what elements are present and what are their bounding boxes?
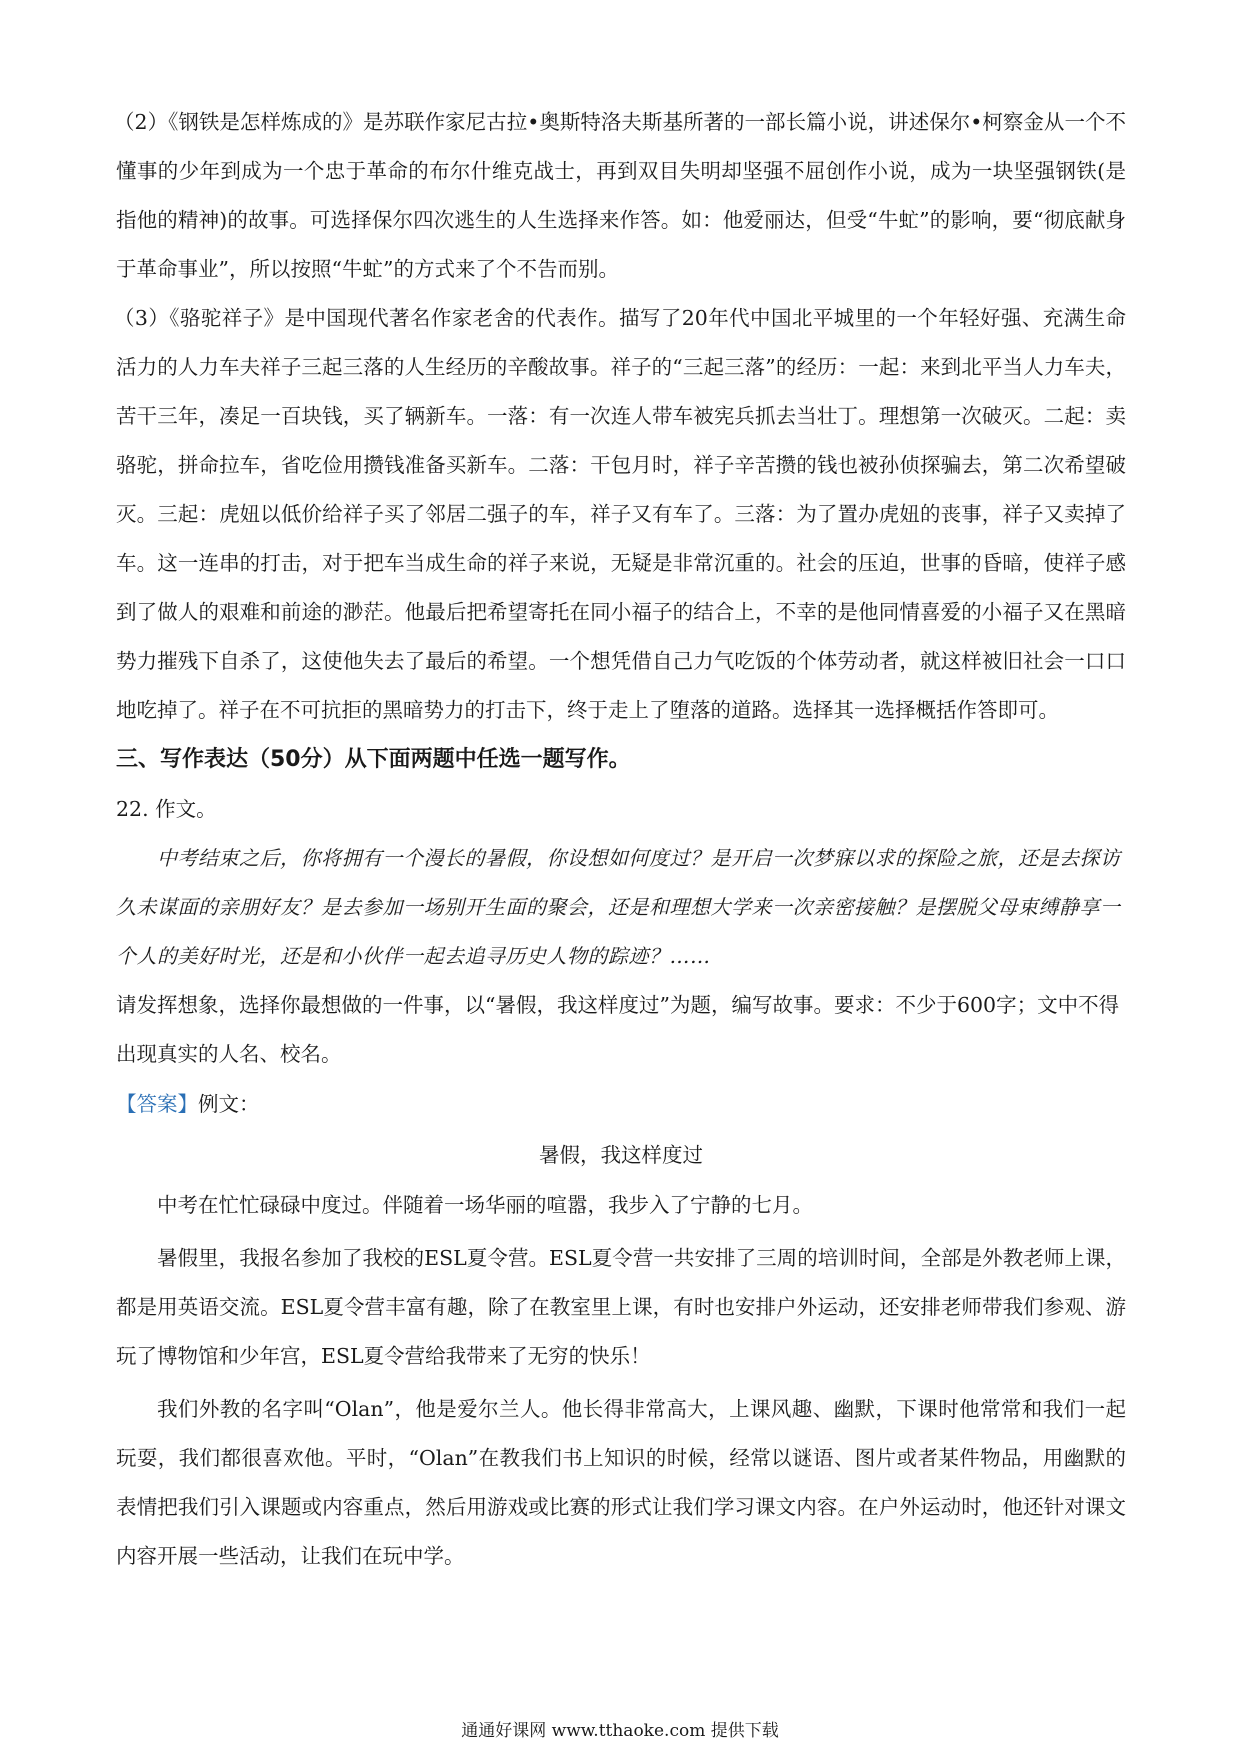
answer-tag: 【答案】: [116, 1092, 198, 1116]
essay-paragraph: 中考在忙忙碌碌中度过。伴随着一场华丽的喧嚣，我步入了宁静的七月。: [157, 1193, 813, 1217]
writing-requirement: 请发挥想象，选择你最想做的一件事，以“暑假，我这样度过”为题，编写故事。要求：不少于600字；文中不得出现真实的人名、校名。: [116, 993, 1120, 1066]
page-footer: 通通好课网 www.tthaoke.com 提供下载: [461, 1721, 779, 1741]
reading-answer-item-3: （3）《骆驼祥子》是中国现代著名作家老舍的代表作。描写了20年代中国北平城里的一个年轻好强、充满生命活力的人力车夫祥子三起三落的人生经历的辛酸故事。祥子的“三起三落”的经历：一起：来到北平当人力车夫，苦干三年，凑足一百块钱，买了辆新车。一落：有一次连人带车被宪兵抓去当壮丁。理想第一次破灭。二起：卖骆驼，拼命拉车，省吃俭用攒钱准备买新车。二落：干包月时，祥子辛苦攒的钱也被孙侦探骗去，第二次希望破灭。三起：虎妞以低价给祥子买了邻居二强子的车，祥子又有车了。三落：为了置办虎妞的丧事，祥子又卖掉了车。这一连串的打击，对于把车当成生命的祥子来说，无疑是非常沉重的。社会的压迫，世事的昏暗，使祥子感到了做人的艰难和前途的渺茫。他最后把希望寄托在同小福子的结合上，不幸的是他同情喜爱的小福子又在黑暗势力摧残下自杀了，这使他失去了最后的希望。一个想凭借自己力气吃饭的个体劳动者，就这样被旧社会一口口地吃掉了。祥子在不可抗拒的黑暗势力的打击下，终于走上了堕落的道路。选择其一选择概括作答即可。: [114, 306, 1126, 722]
answer-line: [116, 1079, 1126, 1129]
reading-answer-item-2: （2）《钢铁是怎样炼成的》是苏联作家尼古拉•奥斯特洛夫斯基所著的一部长篇小说，讲述保尔•柯察金从一个不懂事的少年到成为一个忠于革命的布尔什维克战士，再到双目失明却坚强不屈创作小说，成为一块坚强钢铁(是指他的精神)的故事。可选择保尔四次逃生的人生选择来作答。如：他爱丽达，但受“牛虻”的影响，要“彻底献身于革命事业”，所以按照“牛虻”的方式来了个不告而别。: [114, 110, 1126, 281]
essay-paragraph: 暑假里，我报名参加了我校的ESL夏令营。ESL夏令营一共安排了三周的培训时间，全部是外教老师上课，都是用英语交流。ESL夏令营丰富有趣，除了在教室里上课，有时也安排户外运动，还安排老师带我们参观、游玩了博物馆和少年宫，ESL夏令营给我带来了无穷的快乐！: [116, 1246, 1126, 1368]
essay-title: 暑假，我这样度过: [539, 1143, 703, 1167]
essay-paragraph: 我们外教的名字叫“Olan”，他是爱尔兰人。他长得非常高大，上课风趣、幽默，下课时他常常和我们一起玩耍，我们都很喜欢他。平时，“Olan”在教我们书上知识的时候，经常以谜语、图片或者某件物品，用幽默的表情把我们引入课题或内容重点，然后用游戏或比赛的形式让我们学习课文内容。在户外运动时，他还针对课文内容开展一些活动，让我们在玩中学。: [116, 1397, 1126, 1568]
page-content: [116, 98, 1126, 1581]
question-number: 22. 作文。: [116, 797, 217, 821]
writing-prompt: 中考结束之后，你将拥有一个漫长的暑假，你设想如何度过？是开启一次梦寐以求的探险之旅，还是去探访久未谋面的亲朋好友？是去参加一场别开生面的聚会，还是和理想大学来一次亲密接触？是摆脱父母束缚静享一个人的美好时光，还是和小伙伴一起去追寻历史人物的踪迹？……: [116, 846, 1121, 968]
section-heading: 三、写作表达（50分）从下面两题中任选一题写作。: [116, 747, 631, 772]
answer-label: 例文：: [198, 1092, 260, 1116]
